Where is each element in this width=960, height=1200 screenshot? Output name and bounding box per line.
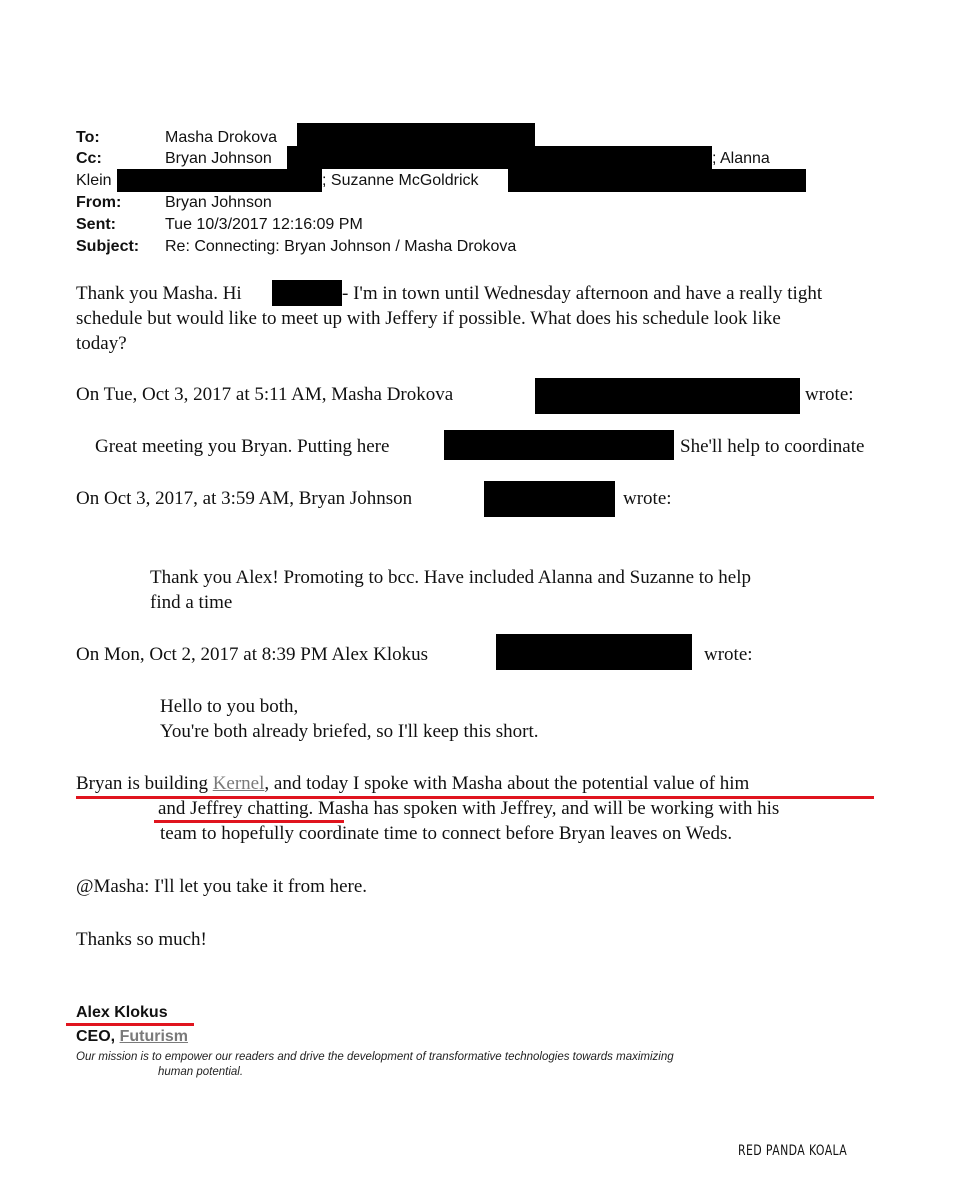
- subject-label: Subject:: [76, 238, 140, 255]
- red-underline: [66, 1023, 194, 1026]
- quote-header-wrote: wrote:: [704, 644, 753, 665]
- quote-body: Great meeting you Bryan. Putting here: [95, 436, 390, 457]
- quote-thanks-line: Thanks so much!: [76, 929, 207, 950]
- quote-paragraph-line: Bryan is building Kernel, and today I spoke with Masha about the potential value of him: [76, 773, 750, 794]
- from-label: From:: [76, 194, 122, 211]
- cc-continued-2: ; Suzanne McGoldrick: [322, 172, 479, 189]
- quote-header-wrote: wrote:: [623, 488, 672, 509]
- redaction-block: [117, 169, 322, 192]
- redaction-block: [508, 169, 806, 192]
- quote-masha-line: @Masha: I'll let you take it from here.: [76, 876, 368, 897]
- redaction-block: [535, 378, 800, 414]
- signature-title: CEO, Futurism: [76, 1028, 189, 1045]
- reply-line: today?: [76, 333, 127, 354]
- quote-header: On Tue, Oct 3, 2017 at 5:11 AM, Masha Drokova: [76, 384, 454, 405]
- cc-value-2: ; Alanna: [712, 150, 770, 167]
- signature-mission: human potential.: [158, 1066, 244, 1078]
- futurism-link[interactable]: Futurism: [119, 1028, 189, 1045]
- watermark: RED PANDA KOALA: [738, 1143, 848, 1159]
- quote-greeting: You're both already briefed, so I'll keep this short.: [160, 721, 539, 742]
- redaction-block: [444, 430, 674, 460]
- redaction-block: [287, 146, 712, 169]
- cc-continued-1: Klein: [76, 172, 112, 189]
- quote-body: She'll help to coordinate: [680, 436, 865, 457]
- quote-header: On Oct 3, 2017, at 3:59 AM, Bryan Johnson: [76, 488, 413, 509]
- to-label: To:: [76, 129, 100, 146]
- from-value: Bryan Johnson: [165, 194, 272, 211]
- to-value: Masha Drokova: [165, 129, 278, 146]
- redaction-block: [484, 481, 615, 517]
- quote-body: find a time: [150, 592, 233, 613]
- sent-value: Tue 10/3/2017 12:16:09 PM: [165, 216, 363, 233]
- quote-paragraph-line: team to hopefully coordinate time to connect before Bryan leaves on Weds.: [160, 823, 733, 844]
- sent-label: Sent:: [76, 216, 116, 233]
- quote-header-wrote: wrote:: [805, 384, 854, 405]
- kernel-link[interactable]: Kernel: [212, 773, 265, 794]
- signature-mission: Our mission is to empower our readers and drive the development of transformative technologies towards maximizing: [76, 1051, 674, 1063]
- redaction-block: [496, 634, 692, 670]
- quote-header: On Mon, Oct 2, 2017 at 8:39 PM Alex Klokus: [76, 644, 429, 665]
- quote-paragraph-line: and Jeffrey chatting. Masha has spoken with Jeffrey, and will be working with his: [158, 798, 780, 819]
- reply-line: Thank you Masha. Hi: [76, 283, 242, 304]
- redaction-block: [272, 280, 342, 306]
- reply-line: schedule but would like to meet up with Jeffery if possible. What does his schedule look like: [76, 308, 781, 329]
- cc-value: Bryan Johnson: [165, 150, 272, 167]
- subject-value: Re: Connecting: Bryan Johnson / Masha Drokova: [165, 238, 517, 255]
- quote-body: Thank you Alex! Promoting to bcc. Have included Alanna and Suzanne to help: [150, 567, 751, 588]
- cc-label: Cc:: [76, 150, 102, 167]
- reply-line: - I'm in town until Wednesday afternoon and have a really tight: [342, 283, 823, 304]
- redaction-block: [297, 123, 535, 146]
- signature-name: Alex Klokus: [76, 1004, 168, 1021]
- quote-greeting: Hello to you both,: [160, 696, 299, 717]
